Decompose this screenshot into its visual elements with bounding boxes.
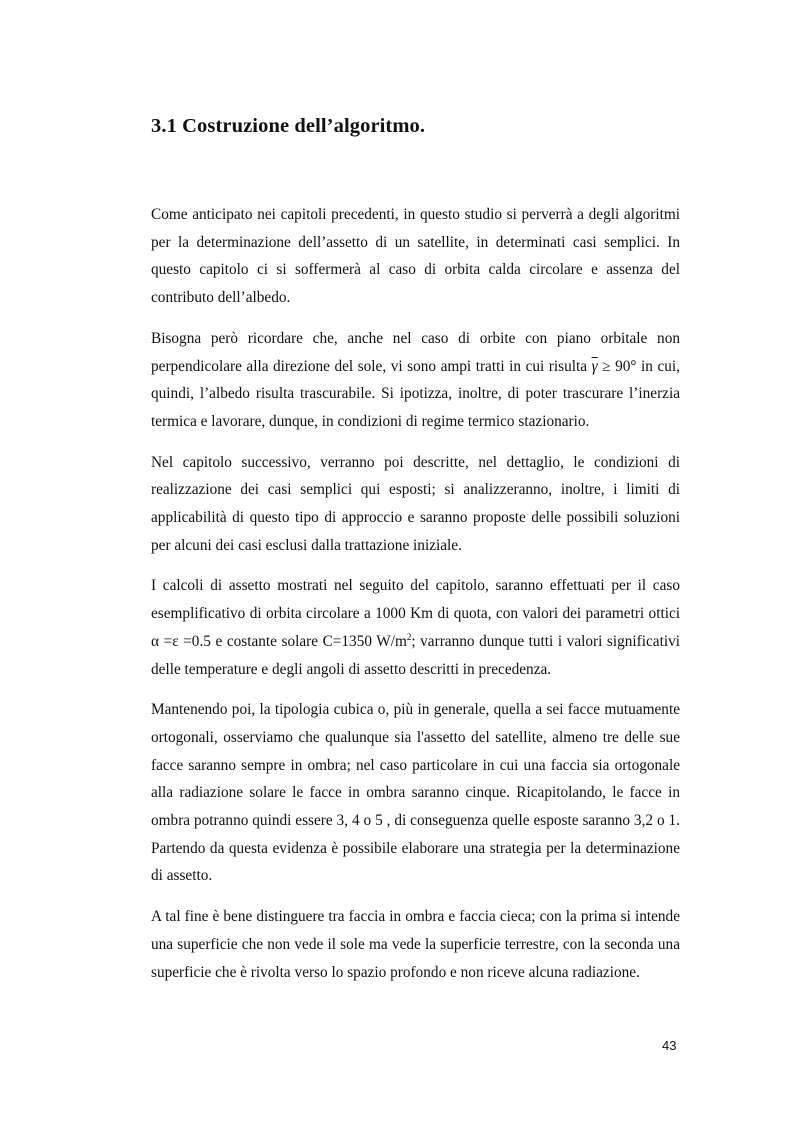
optical-parameters: α =ε =0.5 — [151, 632, 211, 650]
gamma-symbol: $\overline{\gamma}$ — [591, 357, 598, 375]
paragraph-cubic-faces: Mantenendo poi, la tipologia cubica o, più in generale, quella a sei facce mutuamente ortogonali, osserviamo che qualunque sia l'assetto del satellite, almeno tre delle sue facce saranno sempre in ombra; nel caso particolare in cui una faccia sia ortogonale alla radiazione solare le facce in ombra saranno cinque. Ricapitolando, le facce in ombra potranno quindi essere 3, 4 o 5 , di conseguenza quelle esposte saranno 3,2 o 1. Partendo da questa evidenza è possibile elaborare una strategia per la determinazione di assetto. — [151, 701, 680, 885]
paragraph-albedo — [151, 325, 680, 436]
paragraph-calculations — [151, 572, 680, 683]
paragraph-intro: Come anticipato nei capitoli precedenti, in questo studio si perverrà a degli algoritmi per la determinazione dell’assetto di un satellite, in determinati casi semplici. In questo capitolo ci si soffermerà al caso di orbita calda circolare e assenza del contributo dell’albedo. — [151, 206, 680, 307]
paragraph-calculations-text-a: I calcoli di assetto mostrati nel seguito del capitolo, saranno effettuati per il caso esemplificativo di orbita circolare a 1000 Km di quota, con valori dei parametri ottici — [151, 577, 680, 623]
paragraph-albedo-text-b: in cui, quindi, l’albedo risulta trascurabile. Si ipotizza, inoltre, di poter trascurare l’inerzia termica e lavorare, dunque, in condizioni di regime termico stazionario. — [151, 357, 681, 430]
paragraph-albedo-text-a: Bisogna però ricordare che, anche nel caso di orbite con piano orbitale non perpendicolare alla direzione del sole, vi sono ampi tratti in cui risulta — [151, 329, 680, 375]
body-text — [151, 201, 680, 999]
paragraph-next-chapter: Nel capitolo successivo, verranno poi descritte, nel dettaglio, le condizioni di realizzazione dei casi semplici qui esposti; si analizzeranno, inoltre, i limiti di applicabilità di questo tipo di approccio e saranno proposte delle possibili soluzioni per alcuni dei casi esclusi dalla trattazione iniziale. — [151, 453, 680, 554]
page-number: 43 — [662, 1038, 677, 1053]
gamma-inequality — [592, 358, 637, 375]
section-heading: 3.1 Costruzione dell’algoritmo. — [151, 115, 426, 137]
paragraph-calculations-text-b: e costante solare C=1350 W/m — [210, 632, 407, 650]
paragraph-shadow-blind: A tal fine è bene distinguere tra faccia in ombra e faccia cieca; con la prima si intende una superficie che non vede il sole ma vede la superficie terrestre, con la seconda una superficie che è rivolta verso lo spazio profondo e non riceve alcuna radiazione. — [151, 908, 680, 981]
unit-exponent: 2 — [406, 631, 412, 642]
paragraph-calculations-text-c: ; varranno dunque tutti i valori significativi delle temperature e degli angoli di assetto descritti in precedenza. — [151, 632, 680, 678]
gamma-relation: ≥ 90° — [597, 357, 637, 375]
